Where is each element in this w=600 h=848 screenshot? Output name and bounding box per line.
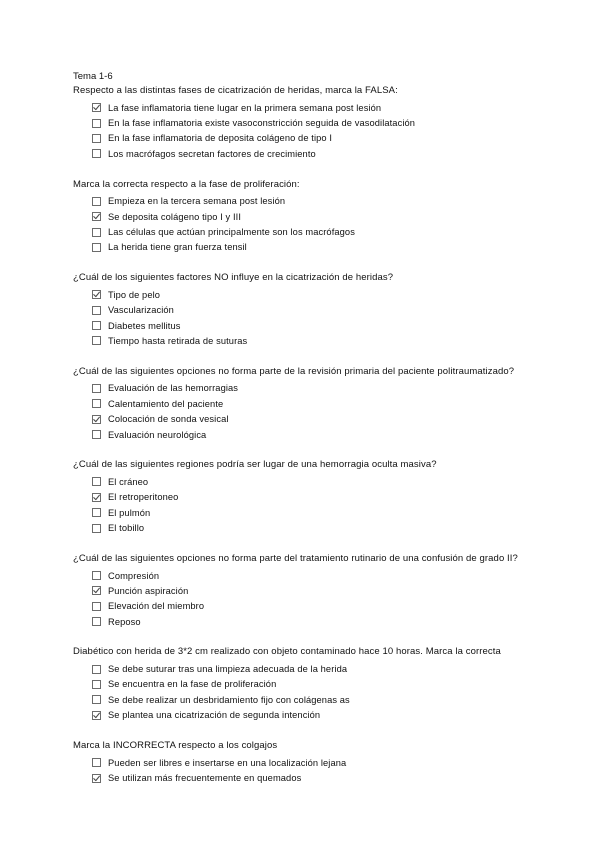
option-item[interactable] xyxy=(92,333,533,348)
option-label: El tobillo xyxy=(108,523,145,534)
check-mark-icon xyxy=(92,774,101,783)
option-item[interactable] xyxy=(92,427,533,442)
checkbox-unchecked[interactable] xyxy=(92,680,101,689)
option-label: Evaluación neurológica xyxy=(108,429,207,440)
option-item[interactable] xyxy=(92,240,533,255)
option-label: Colocación de sonda vesical xyxy=(108,414,229,425)
question-list xyxy=(73,84,533,786)
option-item[interactable] xyxy=(92,520,533,535)
checkbox-unchecked[interactable] xyxy=(92,243,101,252)
option-label: Se encuentra en la fase de proliferación xyxy=(108,679,277,690)
question-block xyxy=(73,178,533,256)
check-mark-icon xyxy=(92,212,101,221)
document-title: Tema 1-6 xyxy=(73,71,113,82)
checkbox-checked[interactable] xyxy=(92,415,101,424)
option-list xyxy=(73,661,533,723)
checkbox-unchecked[interactable] xyxy=(92,149,101,158)
checkbox-checked[interactable] xyxy=(92,586,101,595)
option-label: Evaluación de las hemorragias xyxy=(108,383,239,394)
question-block xyxy=(73,739,533,786)
option-item[interactable] xyxy=(92,131,533,146)
option-item[interactable] xyxy=(92,474,533,489)
option-label: En la fase inflamatoria de deposita colágeno de tipo I xyxy=(108,133,333,144)
question-block xyxy=(73,271,533,349)
checkbox-unchecked[interactable] xyxy=(92,508,101,517)
question-block xyxy=(73,552,533,630)
checkbox-unchecked[interactable] xyxy=(92,197,101,206)
checkbox-unchecked[interactable] xyxy=(92,336,101,345)
option-label: Se deposita colágeno tipo I y III xyxy=(108,211,242,222)
option-item[interactable] xyxy=(92,411,533,426)
option-list xyxy=(73,381,533,443)
question-text: Diabético con herida de 3*2 cm realizado con objeto contaminado hace 10 horas. Marca la correcta xyxy=(73,646,501,658)
question-block xyxy=(73,458,533,536)
option-item[interactable] xyxy=(92,661,533,676)
question-block xyxy=(73,84,533,162)
question-text: Marca la INCORRECTA respecto a los colgajos xyxy=(73,739,278,751)
check-mark-icon xyxy=(92,103,101,112)
option-item[interactable] xyxy=(92,303,533,318)
option-label: La fase inflamatoria tiene lugar en la primera semana post lesión xyxy=(108,102,382,113)
option-item[interactable] xyxy=(92,115,533,130)
option-list xyxy=(73,568,533,630)
option-label: La herida tiene gran fuerza tensil xyxy=(108,242,247,253)
option-label: Se debe suturar tras una limpieza adecuada de la herida xyxy=(108,664,348,675)
question-text: ¿Cuál de las siguientes opciones no forma parte de la revisión primaria del paciente politraumatizado? xyxy=(73,365,515,377)
option-item[interactable] xyxy=(92,224,533,239)
option-item[interactable] xyxy=(92,614,533,629)
checkbox-unchecked[interactable] xyxy=(92,758,101,767)
checkbox-checked[interactable] xyxy=(92,493,101,502)
option-list xyxy=(73,194,533,256)
option-label: Se plantea una cicatrización de segunda intención xyxy=(108,710,321,721)
checkbox-unchecked[interactable] xyxy=(92,665,101,674)
checkbox-unchecked[interactable] xyxy=(92,306,101,315)
question-text: ¿Cuál de los siguientes factores NO influye en la cicatrización de heridas? xyxy=(73,272,394,284)
option-label: Las células que actúan principalmente son los macrófagos xyxy=(108,227,355,238)
option-item[interactable] xyxy=(92,146,533,161)
option-list xyxy=(73,474,533,536)
option-item[interactable] xyxy=(92,708,533,723)
option-label: Los macrófagos secretan factores de crecimiento xyxy=(108,148,316,159)
checkbox-checked[interactable] xyxy=(92,774,101,783)
check-mark-icon xyxy=(92,290,101,299)
option-label: Elevación del miembro xyxy=(108,601,205,612)
checkbox-unchecked[interactable] xyxy=(92,119,101,128)
checkbox-unchecked[interactable] xyxy=(92,617,101,626)
option-label: Reposo xyxy=(108,616,141,627)
question-block xyxy=(73,645,533,723)
checkbox-unchecked[interactable] xyxy=(92,321,101,330)
option-label: Tiempo hasta retirada de suturas xyxy=(108,335,248,346)
option-item[interactable] xyxy=(92,209,533,224)
option-item[interactable] xyxy=(92,490,533,505)
option-label: El cráneo xyxy=(108,476,149,487)
check-mark-icon xyxy=(92,415,101,424)
check-mark-icon xyxy=(92,586,101,595)
checkbox-checked[interactable] xyxy=(92,212,101,221)
option-label: Tipo de pelo xyxy=(108,289,161,300)
option-item[interactable] xyxy=(92,599,533,614)
question-text: ¿Cuál de las siguientes regiones podría ser lugar de una hemorragia oculta masiva? xyxy=(73,459,437,471)
option-item[interactable] xyxy=(92,100,533,115)
check-mark-icon xyxy=(92,711,101,720)
option-list xyxy=(73,100,533,162)
checkbox-unchecked[interactable] xyxy=(92,399,101,408)
option-label: Se debe realizar un desbridamiento fijo con colágenas as xyxy=(108,694,350,705)
option-item[interactable] xyxy=(92,583,533,598)
question-text: Respecto a las distintas fases de cicatrización de heridas, marca la FALSA: xyxy=(73,85,398,96)
checkbox-checked[interactable] xyxy=(92,711,101,720)
option-item[interactable] xyxy=(92,692,533,707)
option-label: Vascularización xyxy=(108,305,174,316)
option-item[interactable] xyxy=(92,318,533,333)
option-label: Pueden ser libres e insertarse en una localización lejana xyxy=(108,757,347,768)
option-item[interactable] xyxy=(92,287,533,302)
option-label: Punción aspiración xyxy=(108,585,189,596)
option-list xyxy=(73,287,533,349)
option-label: Compresión xyxy=(108,570,160,581)
checkbox-unchecked[interactable] xyxy=(92,571,101,580)
option-item[interactable] xyxy=(92,505,533,520)
checkbox-checked[interactable] xyxy=(92,290,101,299)
option-label: Empieza en la tercera semana post lesión xyxy=(108,196,286,207)
option-item[interactable] xyxy=(92,194,533,209)
option-label: Se utilizan más frecuentemente en quemados xyxy=(108,773,302,784)
option-label: El pulmón xyxy=(108,507,151,518)
checkbox-unchecked[interactable] xyxy=(92,695,101,704)
option-label: Calentamiento del paciente xyxy=(108,398,224,409)
question-text: Marca la correcta respecto a la fase de proliferación: xyxy=(73,178,300,190)
question-text: ¿Cuál de las siguientes opciones no forma parte del tratamiento rutinario de una confusión de grado II? xyxy=(73,552,518,564)
option-label: Diabetes mellitus xyxy=(108,320,181,331)
checkbox-unchecked[interactable] xyxy=(92,602,101,611)
option-item[interactable] xyxy=(92,755,533,770)
question-block xyxy=(73,365,533,443)
check-mark-icon xyxy=(92,493,101,502)
checkbox-checked[interactable] xyxy=(92,103,101,112)
option-item[interactable] xyxy=(92,770,533,785)
option-item[interactable] xyxy=(92,381,533,396)
option-item[interactable] xyxy=(92,396,533,411)
checkbox-unchecked[interactable] xyxy=(92,134,101,143)
option-list xyxy=(73,755,533,786)
checkbox-unchecked[interactable] xyxy=(92,524,101,533)
checkbox-unchecked[interactable] xyxy=(92,228,101,237)
option-label: En la fase inflamatoria existe vasoconstricción seguida de vasodilatación xyxy=(108,118,416,129)
checkbox-unchecked[interactable] xyxy=(92,384,101,393)
option-label: El retroperitoneo xyxy=(108,492,179,503)
checkbox-unchecked[interactable] xyxy=(92,430,101,439)
checkbox-unchecked[interactable] xyxy=(92,477,101,486)
option-item[interactable] xyxy=(92,677,533,692)
option-item[interactable] xyxy=(92,568,533,583)
document-page xyxy=(73,70,533,802)
